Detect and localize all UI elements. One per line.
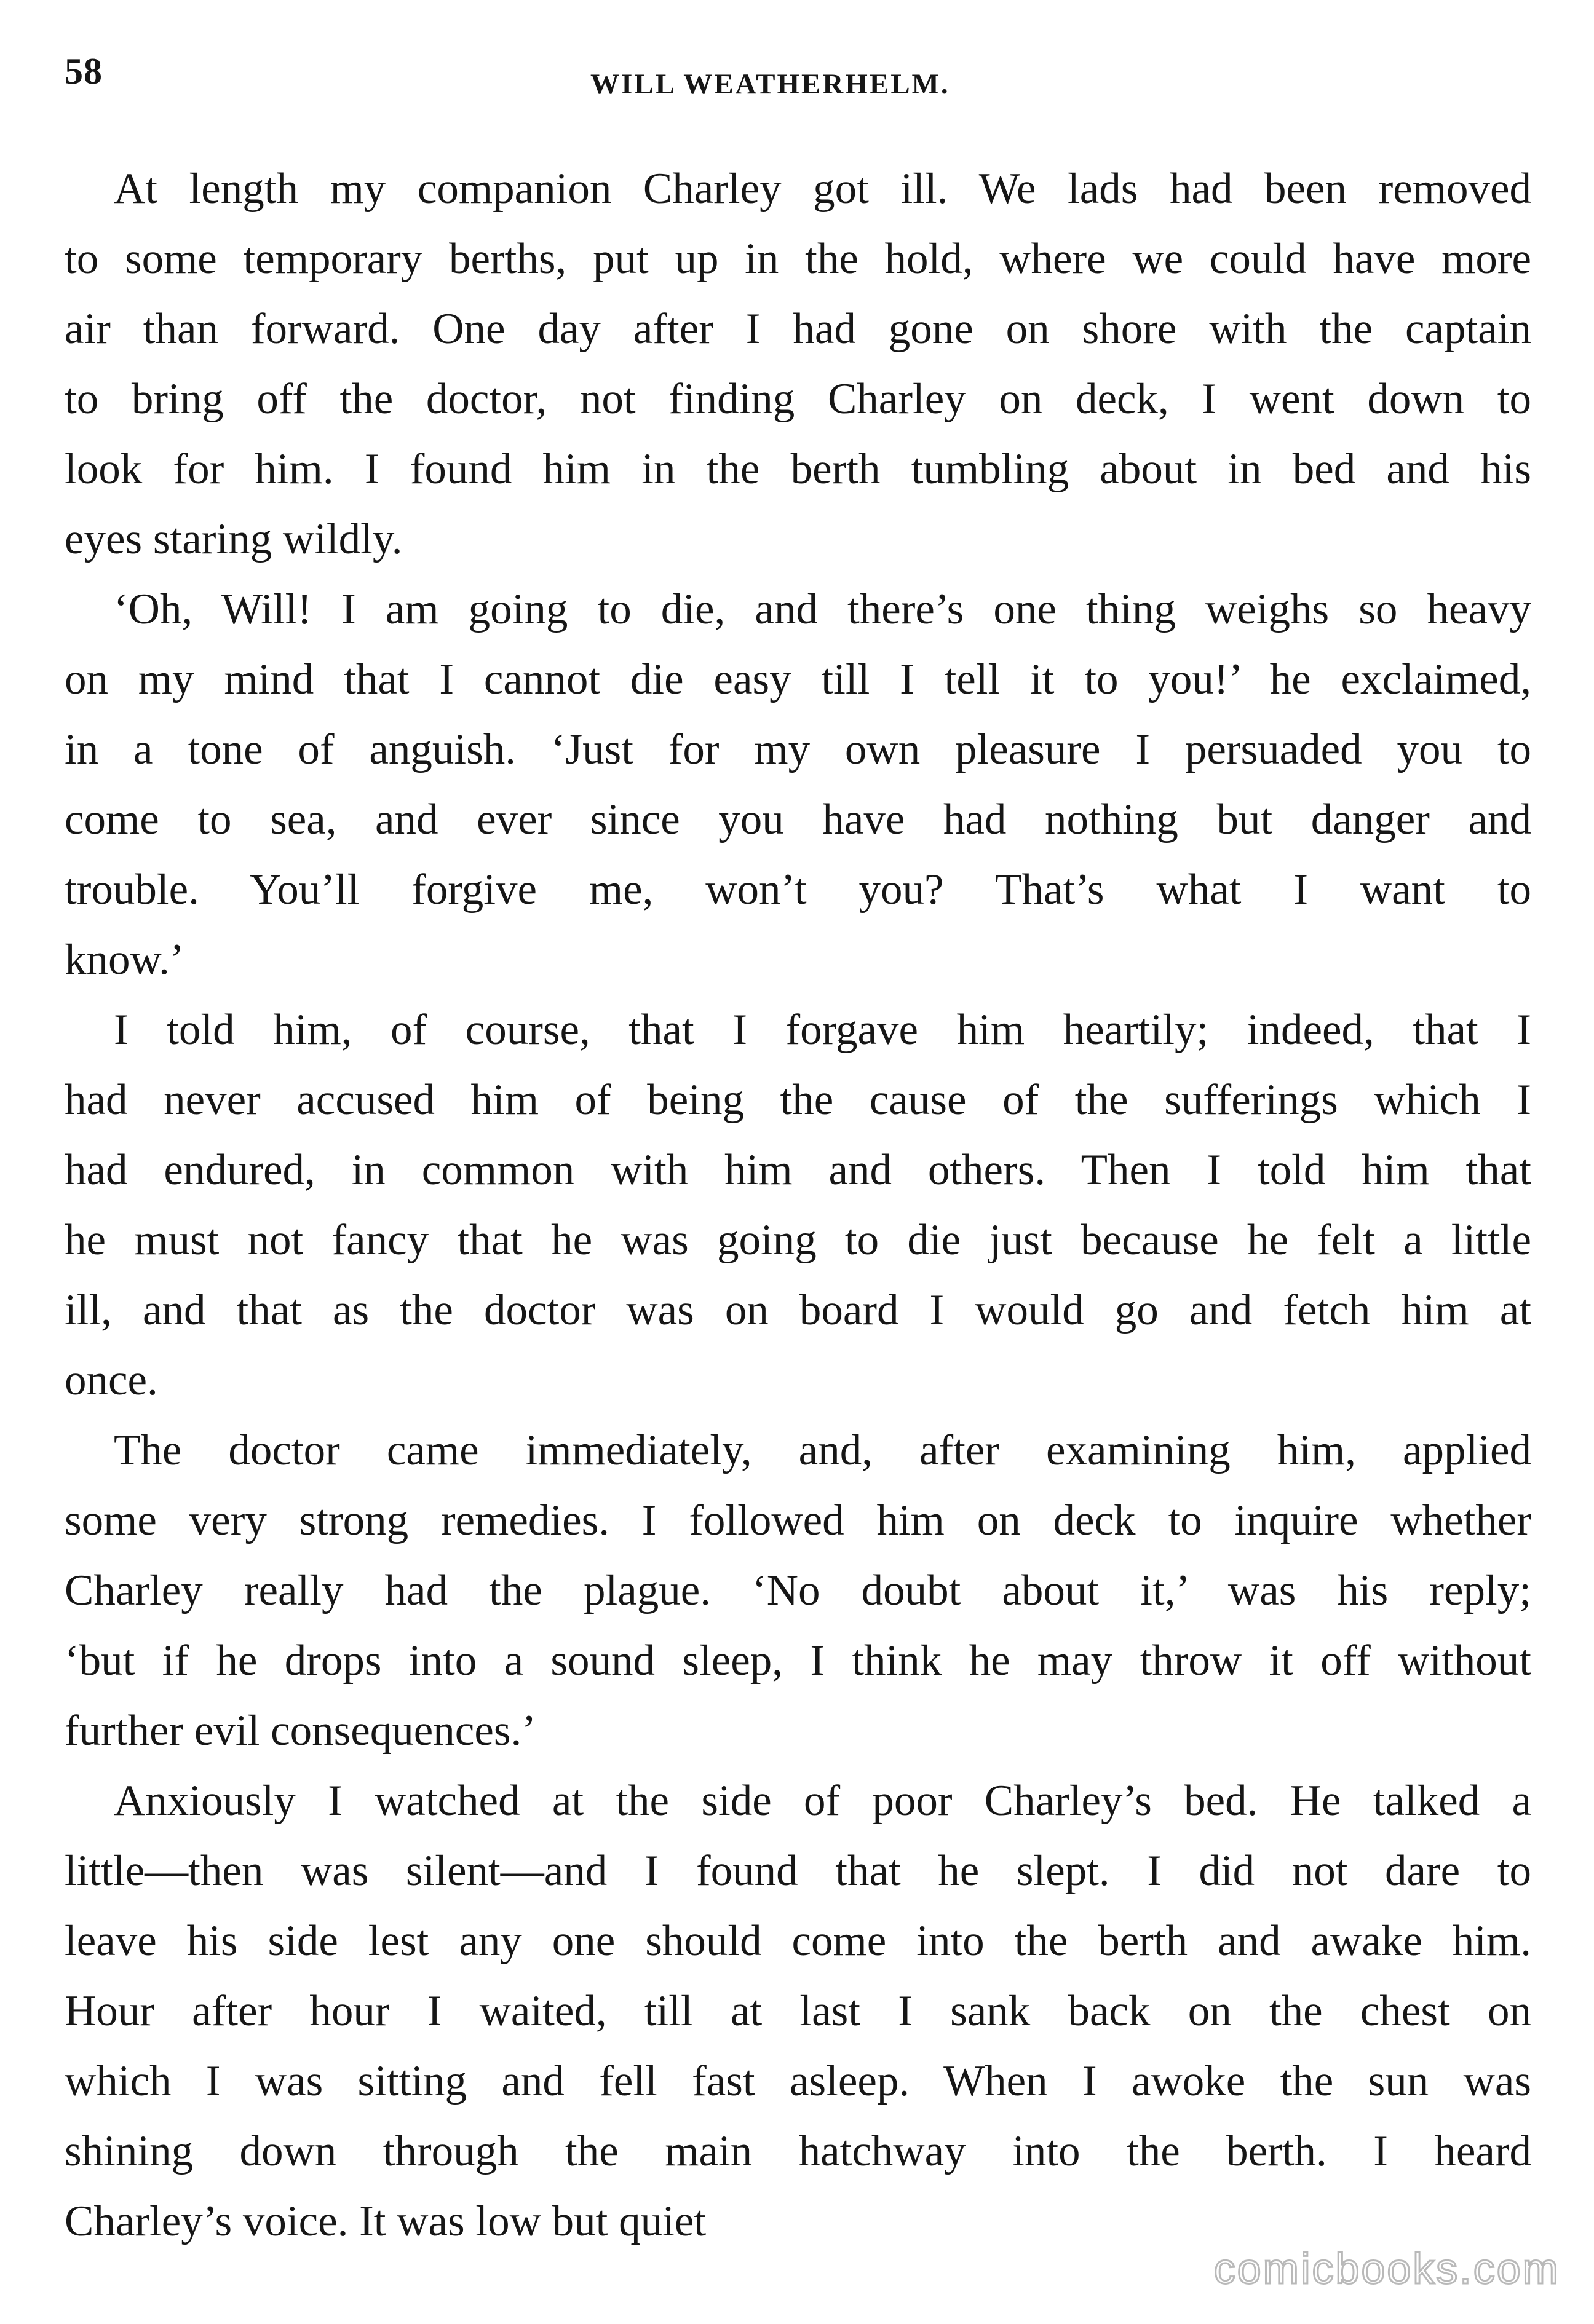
text-line: Hour after hour I waited, till at last I sank back on the chest on xyxy=(65,1987,1531,2035)
text-line: on my mind that I cannot die easy till I tell it to you!’ he exclaimed, xyxy=(65,655,1531,703)
text-line: ‘but if he drops into a sound sleep, I think he may throw it off without xyxy=(65,1637,1531,1685)
text-line: air than forward. One day after I had gone on shore with the captain xyxy=(65,305,1531,353)
text-line: Charley’s voice. It was low but quiet xyxy=(65,2197,707,2245)
text-line: The doctor came immediately, and, after examining him, applied xyxy=(114,1426,1531,1474)
text-line: had endured, in common with him and others. Then I told him that xyxy=(65,1146,1531,1194)
text-line: further evil consequences.’ xyxy=(65,1707,536,1755)
text-line: look for him. I found him in the berth tumbling about in bed and his xyxy=(65,445,1531,493)
text-line: trouble. You’ll forgive me, won’t you? That’s what I want to xyxy=(65,866,1531,914)
text-line: Anxiously I watched at the side of poor Charley’s bed. He talked a xyxy=(114,1777,1531,1825)
text-line: leave his side lest any one should come into the berth and awake him. xyxy=(65,1917,1531,1965)
text-line: to bring off the doctor, not finding Charley on deck, I went down to xyxy=(65,375,1531,423)
page-number: 58 xyxy=(65,51,103,92)
text-line: in a tone of anguish. ‘Just for my own pleasure I persuaded you to xyxy=(65,725,1531,773)
running-title: WILL WEATHERHELM. xyxy=(590,68,950,100)
text-line: to some temporary berths, put up in the hold, where we could have more xyxy=(65,235,1531,283)
text-line: once. xyxy=(65,1356,158,1404)
text-line: which I was sitting and fell fast asleep. When I awoke the sun was xyxy=(65,2057,1531,2105)
text-line: I told him, of course, that I forgave him heartily; indeed, that I xyxy=(114,1006,1531,1054)
text-line: shining down through the main hatchway into the berth. I heard xyxy=(65,2127,1531,2175)
text-line: know.’ xyxy=(65,936,184,984)
text-line: some very strong remedies. I followed him on deck to inquire whether xyxy=(65,1496,1531,1544)
text-line: had never accused him of being the cause of the sufferings which I xyxy=(65,1076,1531,1124)
text-line: he must not fancy that he was going to die just because he felt a little xyxy=(65,1216,1531,1264)
body-text xyxy=(65,154,1531,2256)
text-line: At length my companion Charley got ill. We lads had been removed xyxy=(114,165,1531,213)
text-line: come to sea, and ever since you have had nothing but danger and xyxy=(65,796,1531,844)
watermark: comicbooks.com xyxy=(1213,2245,1560,2293)
text-line: ‘Oh, Will! I am going to die, and there’s one thing weighs so heavy xyxy=(114,585,1531,633)
text-line: Charley really had the plague. ‘No doubt about it,’ was his reply; xyxy=(65,1567,1531,1615)
text-line: little—then was silent—and I found that he slept. I did not dare to xyxy=(65,1847,1531,1895)
text-line: ill, and that as the doctor was on board I would go and fetch him at xyxy=(65,1286,1531,1334)
text-line: eyes staring wildly. xyxy=(65,515,403,563)
